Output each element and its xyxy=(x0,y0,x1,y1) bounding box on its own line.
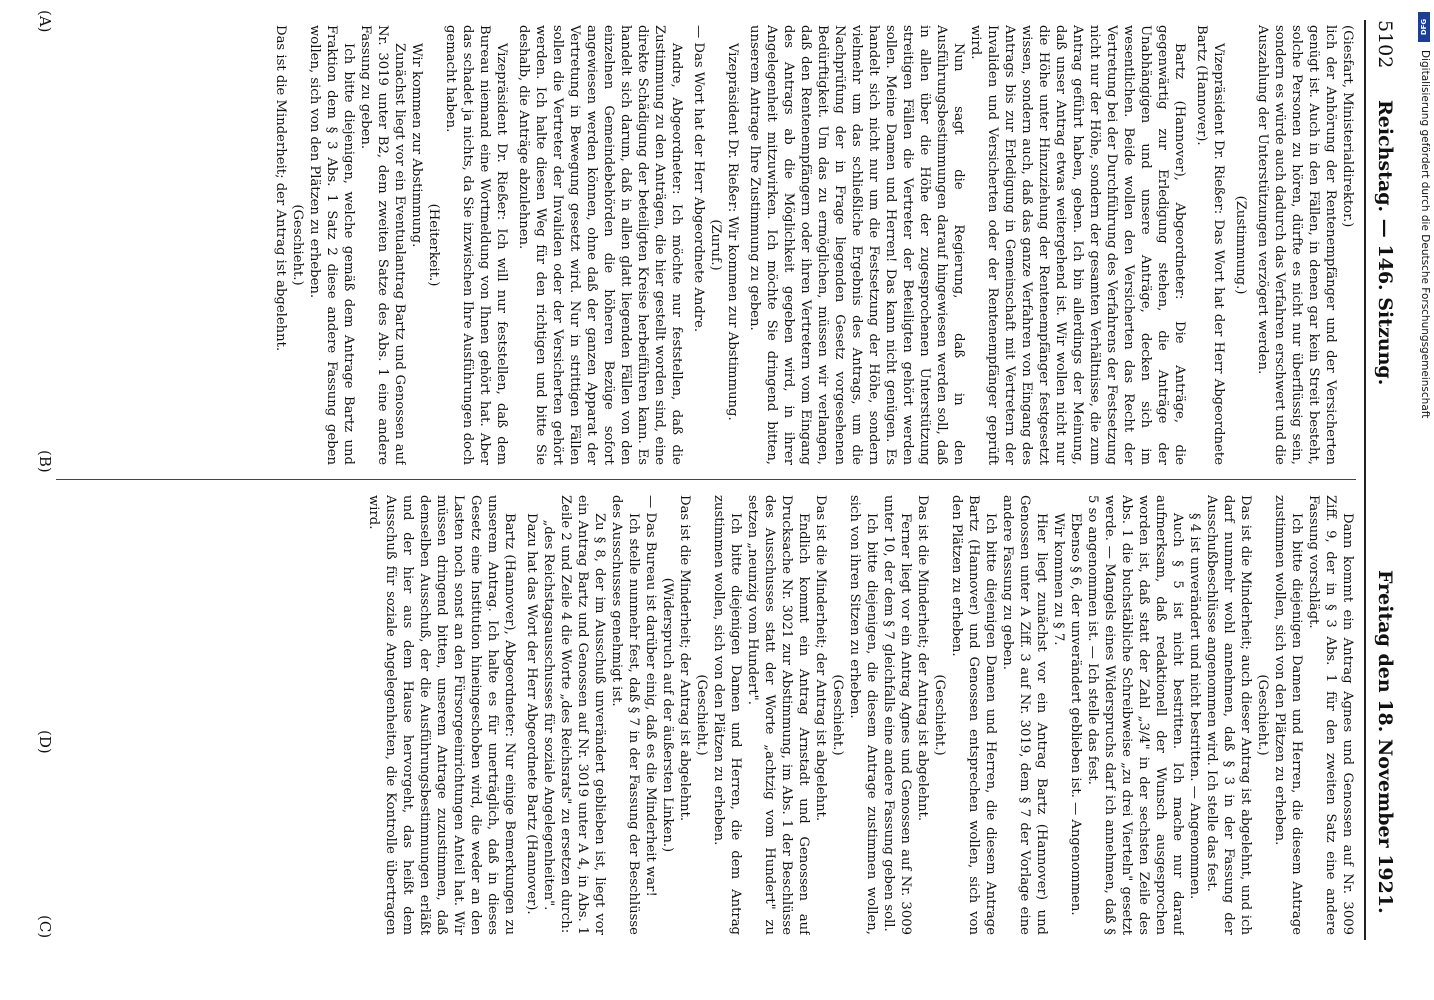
paragraph: Ich bitte diejenigen Damen und Herren, die dem Antrag zustimmen wollen, sich von den Plätzen zu erheben. xyxy=(711,495,743,935)
paragraph: Das ist die Minderheit; auch dieser Antrag ist abgelehnt, und ich darf nunmehr wohl annehmen, daß § 3 in der Fassung der Ausschußbeschlüsse angenommen wird. Ich stelle das fest. xyxy=(1204,495,1253,935)
margin-mark-a: (A) xyxy=(36,10,54,33)
session-heading: Reichstag. — 146. Sitzung. xyxy=(1374,100,1396,386)
credit-text: Digitalisierung gefördert durch die Deutsche Forschungsgemeinschaft xyxy=(1419,50,1431,419)
interjection: (Geschieht.) xyxy=(290,204,305,286)
speech-paragraph: Bartz (Hannover), Abgeordneter: Nur einige Bemerkungen zu unserem Antrag. Ich halte es für unerträglich, daß in dieses Gesetz eine Institution hineingeschoben wird, die weder an den Lasten noch sonst an den Fürsorgeeinrichtungen Anteil hat. Wir müssen dringend bitten, unserem Antrage zuzustimmen, daß demselben Ausschuß, der die Ausführungsbestimmungen erläßt und der hier aus dem Hause hervorgeht, das heißt dem Ausschuß für soziale Angelegenheiten, die Kontrolle übertragen wird. xyxy=(366,495,517,935)
speech-paragraph: Bartz (Hannover), Abgeordneter: Die Anträge, die gegenwärtig zur Erledigung stehen, die Anträge der Unabhängigen und unsere Anträge, decken sich im wesentlichen. Beide wollen den Versicherten das Recht der Vertretung bei der Durchführung des Verfahrens der Festsetzung nicht nur der Höhe, sondern der gesamten Verhältnisse, die zum Antrag geführt haben, geben. Ich bin allerdings der Meinung, daß unser Antrag etwas weitergehend ist. Wir wollen nicht nur die Höhe unter Hinzuziehung der Rentenempfänger festgesetzt wissen, sondern auch, daß das ganze Verfahren von Eingang des Antrags bis zur Erledigung in Gemeinschaft mit Vertretern der Invaliden und Versicherten oder der Rentenempfänger geprüft wird. xyxy=(968,25,1187,465)
paragraph: Zu § 8, der im Ausschuß unverändert geblieben ist, liegt vor ein Antrag Bartz und Genossen auf Nr. 3019 unter A 4, in Abs. 1 Zeile 2 und Zeile 4 die Worte „des Reichsrats" zu ersetzen durch: xyxy=(558,495,607,935)
paragraph: Vizepräsident Dr. Rießer: Das Wort hat der Herr Abgeordnete Bartz (Hannover). xyxy=(1194,25,1226,465)
paragraph: Wir kommen zu § 7. xyxy=(1051,513,1066,646)
interjection: (Geschieht.) xyxy=(830,674,845,756)
paragraph: Ebenso § 6, der unverändert geblieben ist. — Angenommen. xyxy=(1068,513,1083,916)
margin-mark-c: (C) xyxy=(36,915,54,939)
interjection: (Geschieht.) xyxy=(1255,674,1270,756)
paragraph: Das ist die Minderheit; der Antrag ist abgelehnt. xyxy=(273,25,288,352)
paragraph: Zunächst liegt vor ein Eventualantrag Bartz und Genossen auf Nr. 3019 unter B2, dem zweiten Satze des Abs. 1 eine andere Fassung zu geben. xyxy=(358,25,407,465)
paragraph: Ich stelle nunmehr fest, daß § 7 in der Fassung der Beschlüsse des Ausschusses genehmigt ist. xyxy=(609,495,641,935)
paragraph: Das ist die Minderheit; der Antrag ist abgelehnt. xyxy=(677,495,692,822)
paragraph: Das ist die Minderheit; der Antrag ist abgelehnt. xyxy=(813,495,828,822)
interjection: (Heiterkeit.) xyxy=(426,203,441,287)
paragraph: lich der Anhörung der Rentenempfänger und der Versicherten genügt ist. Auch in den Fällen, in denen gar kein Streit besteht, solche Personen zu hören, dürfte es nicht nur überflüssig sein, sondern es würde auch dadurch das Verfahren erschwert und die Auszahlung der Unterstützungen verzögert werden. xyxy=(1255,25,1338,465)
paragraph: Nun sagt die Regierung, daß in den Ausführungsbestimmungen darauf hingewiesen werden soll, daß in allen über die Höhe der zugesprochenen Unterstützung streitigen Fällen die Vertreter der Beteiligten gehört werden sollen. Meine Damen und Herren! Das kann nicht genügen. Es handelt sich nicht nur um die Festsetzung der Höhe, sondern vielmehr um das schließliche Ergebnis des Antrags, um die Nachprüfung der in Frage liegenden Gesetz vorgesehenen Bedürftigkeit. Um das zu ermöglichen, müssen wir verlangen, daß den Rentenempfängern oder ihren Vertretern vom Eingang des Antrags ab die Möglichkeit gegeben wird, in ihrer Angelegenheit mitzuwirken. Ich möchte Sie dringend bitten, unserem Antrage Ihre Zustimmung zu geben. xyxy=(747,25,966,465)
quoted-replacement: „des Reichstagsausschusses für soziale Angelegenheiten". xyxy=(541,519,556,911)
paragraph: Ich bitte diejenigen, die diesem Antrage zustimmen wollen, sich von ihren Sitzen zu erheben. xyxy=(847,495,879,935)
interjection: (Geschieht.) xyxy=(694,674,709,756)
margin-mark-d: (D) xyxy=(36,730,54,754)
paragraph: Wir kommen zur Abstimmung. xyxy=(409,43,424,248)
paragraph: Endlich kommt ein Antrag Arnstadt und Genossen auf Drucksache Nr. 3021 zur Abstimmung, im Abs. 1 der Beschlüsse des Ausschusses statt der Worte „achtzig vom Hundert" zu setzen „neunzig vom Hundert". xyxy=(745,495,811,935)
dfg-logo xyxy=(1418,12,1430,42)
paragraph: — Das Wort hat der Herr Abgeordnete Andre. xyxy=(691,25,706,333)
interjection: (Zuruf.) xyxy=(708,219,723,271)
column-separator xyxy=(56,479,1356,480)
header-rule xyxy=(1364,20,1366,940)
dfg-logo-text: DFG xyxy=(1420,18,1428,36)
paragraph: Dann kommt ein Antrag Agnes und Genossen auf Nr. 3009 Ziff. 9, der in § 3 Abs. 1 für den zweiten Satz eine andere Fassung vorschlägt. xyxy=(1306,495,1355,935)
paragraph: Das ist die Minderheit; der Antrag ist abgelehnt. xyxy=(915,495,930,822)
paragraph: Auch § 5 ist nicht bestritten. Ich mache nur darauf aufmerksam, daß redaktionell der Wunsch ausgesprochen worden ist, daß statt der Zahl „3/4" in der sechsten Zeile des Abs. 1 die buchstäbliche Schreibweise „zu drei Vierteln" gesetzt werde. — Mangels eines Widerspruchs darf ich annehmen, daß § 5 so angenommen ist. — Ich stelle das fest. xyxy=(1085,495,1185,935)
left-text-column xyxy=(56,25,1356,465)
interjection: (Zustimmung.) xyxy=(1233,195,1248,295)
margin-mark-b: (B) xyxy=(36,450,54,473)
paragraph: Ich bitte diejenigen Damen und Herren, die diesem Antrage zustimmen wollen, sich von den Plätzen zu erheben. xyxy=(1272,495,1304,935)
paragraph: Hier liegt zunächst vor ein Antrag Bartz (Hannover) und Genossen unter A Ziff. 3 auf Nr. 3019, dem § 7 der Vorlage eine andere Fassung zu geben. xyxy=(1000,495,1049,935)
date-heading: Freitag den 18. November 1921. xyxy=(1374,570,1396,914)
right-text-column xyxy=(56,495,1356,935)
interjection: (Widerspruch auf der äußersten Linken.) xyxy=(660,577,675,853)
paragraph: Ferner liegt vor ein Antrag Agnes und Genossen auf Nr. 3009 unter 10, der dem § 7 gleichfalls eine andere Fassung geben soll. xyxy=(881,495,913,935)
paragraph: Vizepräsident Dr. Rießer: Wir kommen zur Abstimmung. xyxy=(725,43,740,421)
interjection: (Geschieht.) xyxy=(932,674,947,756)
paragraph: Dazu hat das Wort der Herr Abgeordnete Bartz (Hannover). xyxy=(524,513,539,915)
paragraph: — Das Bureau ist darüber einig, daß es die Minderheit war! xyxy=(643,495,658,897)
speaker-note: (Giesfart, Ministerialdirektor.) xyxy=(1340,25,1355,228)
speech-paragraph: Andre, Abgeordneter: Ich möchte nur feststellen, daß die Zustimmung zu den Anträgen, die hier gestellt worden sind, eine direkte Schädigung der beteiligten Kreise herbeiführen kann. Es handelt sich darum, daß in allen glatt liegenden Fällen von den einzelnen Gemeindebehörden die höheren Bezüge sofort angewiesen werden können, ohne daß der ganzen Apparat der Vertretung in Bewegung gesetzt wird. Nur in strittigen Fällen sollen die Vertreter der Invaliden oder der Versicherten gehört werden. Ich halte diesen Weg für den richtigen und bitte Sie deshalb, die Anträge abzulehnen. xyxy=(516,25,684,465)
page-number: 5102 xyxy=(1374,20,1396,69)
running-header xyxy=(1362,10,1410,950)
paragraph: Vizepräsident Dr. Rießer: Ich will nur feststellen, daß dem Bureau niemand eine Wortmeldung von Ihnen gehört hat. Aber das schadet ja nichts, da Sie inzwischen Ihre Ausführungen doch gemacht haben. xyxy=(443,25,509,465)
paragraph: Ich bitte diejenigen, welche gemäß dem Antrage Bartz und Fraktion dem § 3 Abs. 1 Satz 2 diese andere Fassung geben wollen, sich von den Plätzen zu erheben. xyxy=(307,25,356,465)
paragraph: § 4 ist unverändert und nicht bestritten. — Angenommen. xyxy=(1187,513,1202,900)
digitization-credit xyxy=(1418,10,1432,990)
paragraph: Ich bitte diejenigen Damen und Herren, die diesem Antrage Bartz (Hannover) und Genossen entsprechen wollen, sich von den Plätzen zu erheben. xyxy=(949,495,998,935)
rotated-print-page xyxy=(30,10,1410,950)
